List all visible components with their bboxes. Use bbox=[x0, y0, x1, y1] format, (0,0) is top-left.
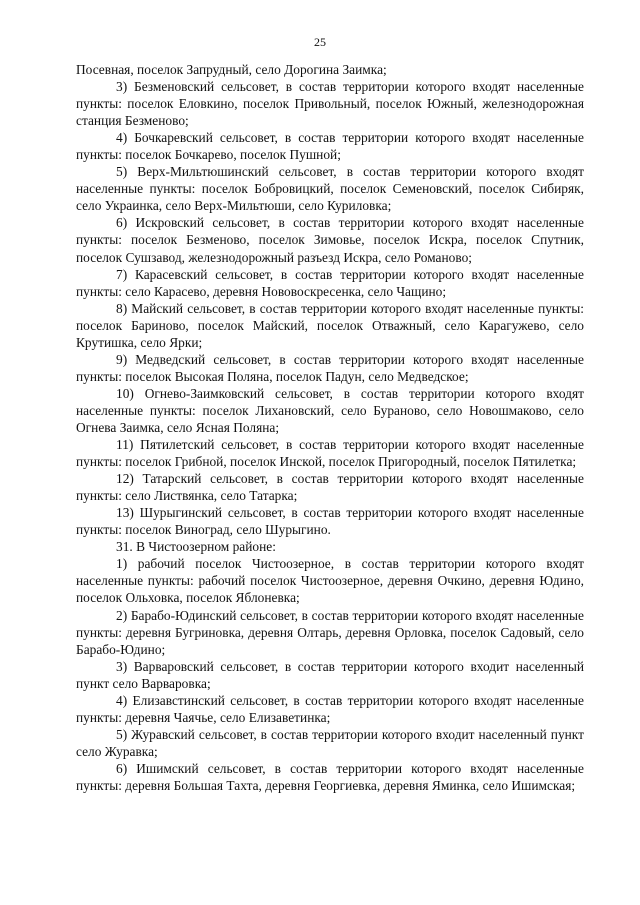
paragraph: 12) Татарский сельсовет, в состав территории которого входят населенные пункты: село Листвянка, село Татарка; bbox=[76, 471, 584, 504]
paragraph: Посевная, поселок Запрудный, село Дорогина Заимка; bbox=[76, 62, 387, 77]
page-number: 25 bbox=[314, 35, 326, 49]
paragraph: 6) Ишимский сельсовет, в состав территории которого входят населенные пункты: деревня Большая Тахта, деревня Георгиевка, деревня Яминка, село Ишимская; bbox=[76, 760, 584, 793]
paragraph: 13) Шурыгинский сельсовет, в состав территории которого входят населенные пункты: поселок Виноград, село Шурыгино. bbox=[76, 505, 584, 538]
paragraph: 1) рабочий поселок Чистоозерное, в состав территории которого входят населенные пункты: рабочий поселок Чистоозерное, деревня Очкино, деревня Юдино, поселок Ольховка, поселок Яблоневка; bbox=[76, 556, 584, 606]
paragraph: 5) Журавский сельсовет, в состав территории которого входит населенный пункт село Журавка; bbox=[76, 726, 584, 759]
paragraph: 4) Бочкаревский сельсовет, в состав территории которого входят населенные пункты: поселок Бочкарево, поселок Пушной; bbox=[76, 130, 584, 163]
paragraph: 10) Огнево-Заимковский сельсовет, в состав территории которого входят населенные пункты: поселок Лихановский, село Бураново, село Новошмаково, село Огнева Заимка, село Ясная Поляна; bbox=[76, 385, 584, 435]
document-body bbox=[76, 61, 584, 794]
paragraph: 11) Пятилетский сельсовет, в состав территории которого входят населенные пункты: поселок Грибной, поселок Инской, поселок Пригородный, поселок Пятилетка; bbox=[76, 437, 584, 470]
paragraph: 3) Безменовский сельсовет, в состав территории которого входят населенные пункты: поселок Еловкино, поселок Привольный, поселок Южный, железнодорожная станция Безменово; bbox=[76, 79, 584, 129]
paragraph: 6) Искровский сельсовет, в состав территории которого входят населенные пункты: поселок Безменово, поселок Зимовье, поселок Искра, поселок Спутник, поселок Сушзавод, железнодорожный разъезд Искра, село Романово; bbox=[76, 215, 584, 265]
paragraph: 3) Варваровский сельсовет, в состав территории которого входит населенный пункт село Варваровка; bbox=[76, 658, 584, 691]
paragraph: 8) Майский сельсовет, в состав территории которого входят населенные пункты: поселок Бариново, поселок Майский, поселок Отважный, село Карагужево, село Крутишка, село Ярки; bbox=[76, 300, 584, 350]
paragraph: 5) Верх-Мильтюшинский сельсовет, в состав территории которого входят населенные пункты: поселок Бобровицкий, поселок Семеновский, поселок Сибиряк, село Украинка, село Верх-Мильтюши, село Куриловка; bbox=[76, 164, 584, 214]
paragraph: 9) Медведский сельсовет, в состав территории которого входят населенные пункты: поселок Высокая Поляна, поселок Падун, село Медведское; bbox=[76, 351, 584, 384]
section-heading: 31. В Чистоозерном районе: bbox=[116, 539, 276, 555]
paragraph: 2) Барабо-Юдинский сельсовет, в состав территории которого входят населенные пункты: деревня Бугриновка, деревня Олтарь, деревня Орловка, поселок Садовый, село Барабо-Юдино; bbox=[76, 607, 584, 657]
paragraph: 7) Карасевский сельсовет, в состав территории которого входят населенные пункты: село Карасево, деревня Нововоскресенка, село Чащино; bbox=[76, 266, 584, 299]
paragraph: 4) Елизавстинский сельсовет, в состав территории которого входят населенные пункты: деревня Чаячье, село Елизаветинка; bbox=[76, 692, 584, 725]
